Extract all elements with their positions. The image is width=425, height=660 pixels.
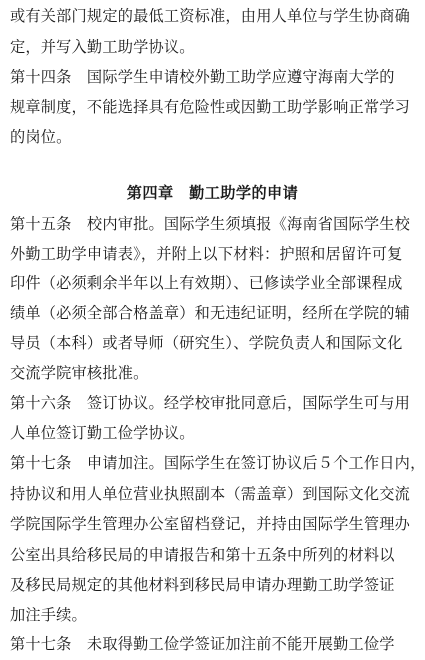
text-line: 学院国际学生管理办公室留档登记，并持由国际学生管理办 <box>10 515 411 533</box>
article-15-line: 第十五条 校内审批。国际学生须填报《海南省国际学生校 <box>10 215 411 233</box>
article-17b-line: 第十七条 未取得勤工俭学签证加注前不能开展勤工俭学 <box>10 635 395 653</box>
text-line: 或有关部门规定的最低工资标准，由用人单位与学生协商确 <box>10 7 411 25</box>
chapter-heading: 第四章 勤工助学的申请 <box>126 184 299 202</box>
article-17-line: 第十七条 申请加注。国际学生在签订协议后５个工作日内， <box>10 454 425 472</box>
article-14-line: 第十四条 国际学生申请校外勤工助学应遵守海南大学的 <box>10 68 395 86</box>
text-line: 公室出具给移民局的申请报告和第十五条中所列的材料以 <box>10 546 395 564</box>
text-line: 加注手续。 <box>10 606 87 624</box>
text-line: 交流学院审核批准。 <box>10 364 149 382</box>
text-line: 导员（本科）或者导师（研究生）、学院负责人和国际文化 <box>10 334 403 352</box>
text-line: 持协议和用人单位营业执照副本（需盖章）到国际文化交流 <box>10 485 411 503</box>
text-line: 人单位签订勤工俭学协议。 <box>10 424 195 442</box>
text-line: 及移民局规定的其他材料到移民局申请办理勤工助学签证 <box>10 576 395 594</box>
text-line: 印件（必须剩余半年以上有效期）、已修读学业全部课程成 <box>10 274 403 292</box>
text-line: 绩单（必须全部合格盖章）和无违纪证明，经所在学院的辅 <box>10 304 411 322</box>
text-line: 的岗位。 <box>10 128 72 146</box>
text-line: 规章制度，不能选择具有危险性或因勤工助学影响正常学习 <box>10 98 411 116</box>
article-16-line: 第十六条 签订协议。经学校审批同意后，国际学生可与用 <box>10 394 411 412</box>
text-line: 外勤工助学申请表》，并附上以下材料：护照和居留许可复 <box>10 245 403 263</box>
text-line: 定，并写入勤工助学协议。 <box>10 38 195 56</box>
